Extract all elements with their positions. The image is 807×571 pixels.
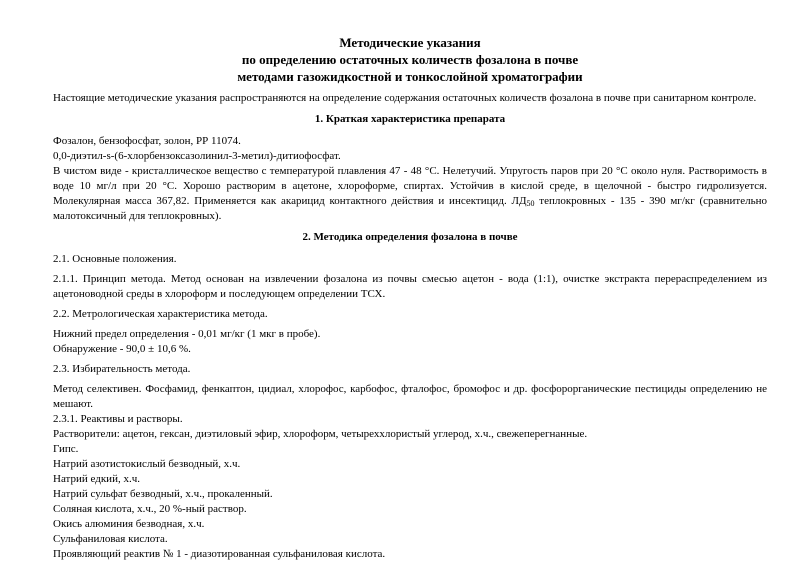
title-line-1: Методические указания [339,35,481,50]
title-line-2: по определению остаточных количеств фозалона в почве [241,52,579,67]
reagent-item: Натрий сульфат безводный, х.ч., прокаленный. [53,488,273,500]
section-2-heading: 2. Методика определения фозалона в почве [302,231,518,243]
description-part-a: В чистом виде - кристаллическое вещество с температурой плавления 47 - 48 °С. Нелетучий. Упругость паров при 20 °С около нуля. Растворимость в воде 10 мг/л при 20 °С. Хорошо растворим в ацетоне, хлороформе, спиртах. Устойчив в кислой среде, в щелочной - быстро гидролизуется. Молекулярная масса 367,82. Применяется как акарицид контактного действия и инсектицид. ЛД [53,165,767,207]
reagent-item: Натрий азотистокислый безводный, х.ч. [53,458,241,470]
reagent-item: Натрий едкий, х.ч. [53,473,140,485]
reagent-item: Проявляющий реактив № 1 - диазотированная сульфаниловая кислота. [53,548,386,560]
reagent-item: Гипс. [53,443,79,455]
reagent-item: Сульфаниловая кислота. [53,533,168,545]
document-title [53,34,767,85]
reagent-item: Растворители: ацетон, гексан, диэтиловый эфир, хлороформ, четыреххлористый углерод, х.ч., свежеперегнанные. [53,428,588,440]
section-1-heading: 1. Краткая характеристика препарата [314,113,506,125]
intro-paragraph: Настоящие методические указания распространяются на определение содержания остаточных количеств фозалона в почве при санитарном контроле. [53,92,757,104]
subsection-2-3-1: 2.3.1. Реактивы и растворы. [53,413,183,425]
description-part-b: теплокровных - 135 - 390 мг/кг (сравнительно малотоксичный для теплокровных). [53,195,767,222]
detection-limit: Нижний предел определения - 0,01 мг/кг (1 мкг в пробе). [53,328,321,340]
selectivity-text: Метод селективен. Фосфамид, фенкаптон, цидиал, хлорофос, карбофос, фталофос, бромофос и др. фосфорорганические пестициды определению не мешают. [53,383,767,410]
ld-subscript: 50 [526,199,535,208]
detection-rate: Обнаружение - 90,0 ± 10,6 %. [53,343,191,355]
reagent-item: Окись алюминия безводная, х.ч. [53,518,205,530]
chemical-name: 0,0-диэтил-s-(6-хлорбензоксазолинил-3-метил)-дитиофосфат. [53,150,341,162]
substance-description [53,164,767,224]
subsection-2-3: 2.3. Избирательность метода. [53,363,191,375]
subsection-2-1: 2.1. Основные положения. [53,253,177,265]
substance-names: Фозалон, бензофосфат, золон, РР 11074. [53,135,241,147]
subsection-2-1-1: 2.1.1. Принцип метода. Метод основан на извлечении фозалона из почвы смесью ацетон - вода (1:1), очистке экстракта перераспределением из ацетоноводной среды в хлороформ и последующем определении ТСХ. [53,273,767,300]
reagent-item: Соляная кислота, х.ч., 20 %-ный раствор. [53,503,247,515]
title-line-3: методами газожидкостной и тонкослойной хроматографии [237,69,583,84]
subsection-2-2: 2.2. Метрологическая характеристика метода. [53,308,268,320]
